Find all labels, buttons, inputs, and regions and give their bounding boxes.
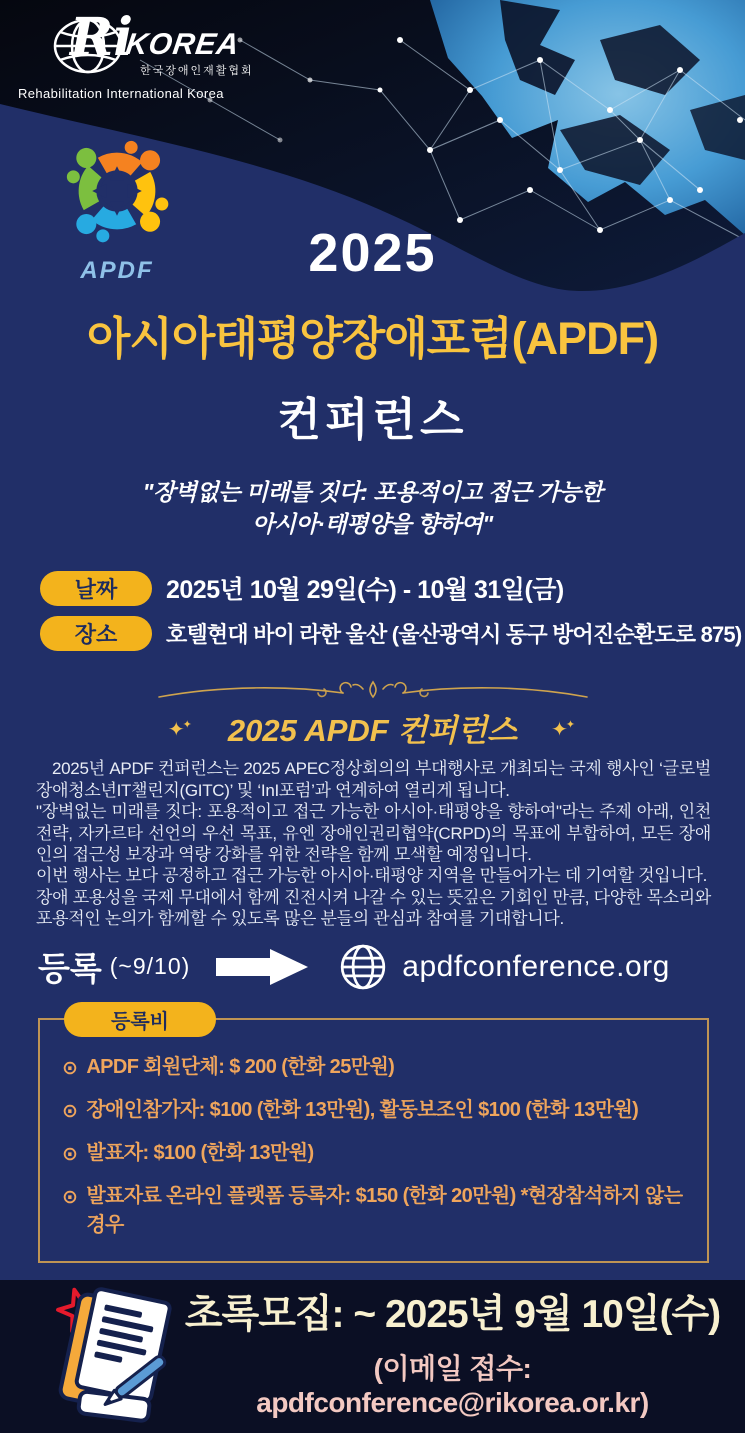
date-value: 2025년 10월 29일(수) - 10월 31일(금) bbox=[166, 576, 564, 605]
venue-row bbox=[40, 616, 745, 651]
theme-quote bbox=[0, 476, 745, 540]
sparkle-right-icon: ✦✦ bbox=[551, 719, 576, 742]
bullet-icon: ⊙ bbox=[62, 1186, 78, 1208]
arrow-right-icon bbox=[216, 947, 308, 987]
fee-item bbox=[62, 1093, 687, 1122]
ri-subtitle: Rehabilitation International Korea bbox=[18, 86, 224, 101]
website-globe-icon bbox=[338, 942, 388, 992]
korea-logo-text: KOREA bbox=[123, 28, 242, 61]
about-paragraph: 장애 포용성을 국제 무대에서 함께 진전시켜 나갈 수 있는 뜻깊은 기회인 만큼, 다양한 목소리와 포용적인 논의가 함께할 수 있도록 많은 분들의 관심과 참여를 기대합니다. bbox=[36, 887, 711, 929]
sub-title: 컨퍼런스 bbox=[277, 394, 468, 445]
abstract-deadline: 초록모집: ~ 2025년 9월 10일(수) bbox=[184, 1292, 721, 1336]
fee-box bbox=[38, 1010, 709, 1263]
bullet-icon: ⊙ bbox=[62, 1057, 78, 1079]
apdf-logo-label: APDF bbox=[80, 257, 154, 284]
registration-row bbox=[38, 942, 745, 992]
fee-text: 장애인참가자: $100 (한화 13만원), 활동보조인 $100 (한화 13만원) bbox=[86, 1098, 639, 1121]
event-info bbox=[40, 570, 745, 651]
fee-title-pill: 등록비 bbox=[64, 1002, 216, 1037]
about-heading-row bbox=[0, 705, 745, 750]
ri-korea-logo bbox=[18, 7, 268, 101]
venue-label-pill: 장소 bbox=[40, 616, 152, 651]
bullet-icon: ⊙ bbox=[62, 1143, 78, 1165]
fee-item bbox=[62, 1179, 687, 1237]
ri-logo-text: Ri bbox=[70, 7, 133, 68]
abstract-footer bbox=[0, 1283, 745, 1433]
sparkle-left-icon: ✦✦ bbox=[167, 719, 192, 742]
fee-item bbox=[62, 1136, 687, 1165]
date-row bbox=[40, 570, 745, 606]
about-paragraph: "장벽없는 미래를 짓다: 포용적이고 접근 가능한 아시아·태평양을 향하여"라는 주제 아래, 인천 전략, 자카르타 선언의 우선 목표, 유엔 장애인권리협약(CRPD)의 목표에 부합하여, 모든 장애인의 접근성 보장과 역량 강화를 위한 전략을 함께 모색할 예정입니다. bbox=[36, 802, 711, 864]
ri-korean-name: 한국장애인재활협회 bbox=[140, 65, 254, 77]
about-heading: 2025 APDF 컨퍼런스 bbox=[227, 713, 518, 749]
title-year: 2025 bbox=[308, 223, 437, 283]
about-paragraphs bbox=[36, 758, 711, 929]
main-title: 아시아태평양장애포럼(APDF) bbox=[86, 313, 659, 364]
bullet-icon: ⊙ bbox=[62, 1100, 78, 1122]
quote-line1: "장벽없는 미래를 짓다: 포용적이고 접근 가능한 bbox=[142, 479, 603, 505]
abstract-email[interactable]: (이메일 접수: apdfconference@rikorea.or.kr) bbox=[256, 1352, 649, 1418]
notepad-pencil-icon bbox=[22, 1283, 192, 1423]
registration-deadline: (~9/10) bbox=[109, 953, 191, 980]
about-paragraph: 2025년 APDF 컨퍼런스는 2025 APEC정상회의의 부대행사로 개최되는 국제 행사인 ‘글로벌장애청소년IT챌린지(GITC)’ 및 ‘InI포럼’과 연계하여 열리게 됩니다. bbox=[36, 759, 711, 800]
quote-line2: 아시아·태평양을 향하여" bbox=[252, 511, 493, 538]
fee-list bbox=[62, 1050, 687, 1237]
registration-label: 등록 bbox=[38, 950, 102, 988]
hero-banner bbox=[0, 0, 745, 300]
fee-text: 발표자료 온라인 플랫폼 등록자: $150 (한화 20만원) *현장참석하지 않는 경우 bbox=[86, 1184, 683, 1236]
fee-item bbox=[62, 1050, 687, 1079]
abstract-text-block bbox=[180, 1283, 725, 1419]
venue-value: 호텔현대 바이 라한 울산 (울산광역시 동구 방어진순환도로 875) bbox=[166, 622, 742, 648]
fee-text: APDF 회원단체: $ 200 (한화 25만원) bbox=[86, 1055, 395, 1078]
fee-text: 발표자: $100 (한화 13만원) bbox=[86, 1141, 314, 1164]
flourish-ornament-icon bbox=[153, 679, 593, 705]
conference-url-link[interactable]: apdfconference.org bbox=[402, 949, 670, 983]
date-label-pill: 날짜 bbox=[40, 571, 152, 606]
about-paragraph: 이번 행사는 보다 공정하고 접근 가능한 아시아·태평양 지역을 만들어가는 데 기여할 것입니다. bbox=[36, 866, 708, 886]
